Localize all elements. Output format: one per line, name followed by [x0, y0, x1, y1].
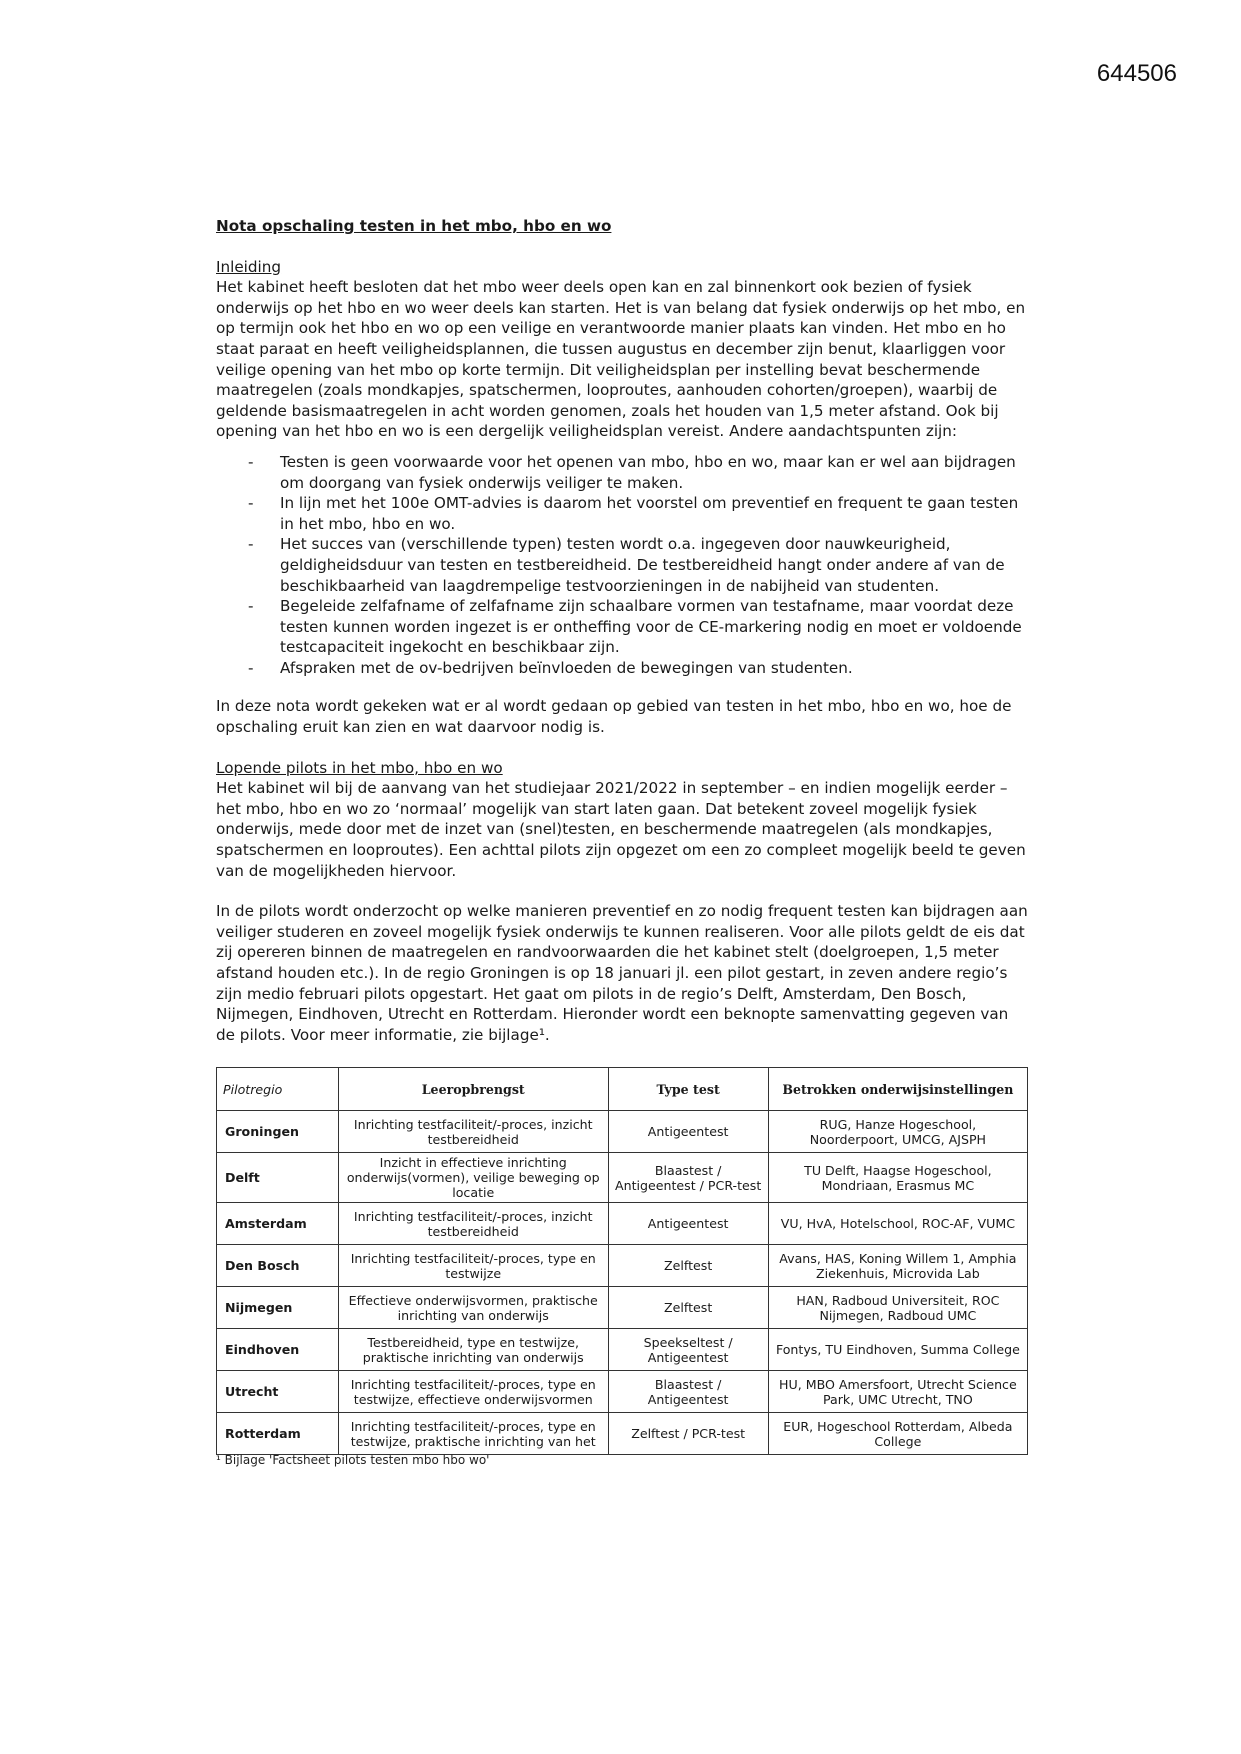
column-header: Type test [608, 1068, 768, 1111]
dash-bullet-icon: - [248, 535, 254, 554]
column-header: Leeropbrengst [338, 1068, 608, 1111]
table-cell: Speekseltest / Antigeentest [608, 1329, 768, 1371]
document-title: Nota opschaling testen in het mbo, hbo en wo [216, 217, 612, 235]
dash-bullet-icon: - [248, 494, 254, 513]
pilots-paragraph-1: Het kabinet wil bij de aanvang van het studiejaar 2021/2022 in september – en indien mogelijk eerder – het mbo, hbo en wo zo ‘normaal’ mogelijk van start laten gaan. Dat betekent zoveel mogelijk fysiek onderwijs, mede door met de inzet van (snel)testen, en beschermende maatregelen (als mondkapjes, spatschermen en looproutes). Een achttal pilots zijn opgezet om een zo compleet mogelijk beeld te geven van de mogelijkheden hiervoor. [216, 779, 1026, 880]
intro-heading: Inleiding [216, 257, 282, 276]
table-cell: Zelftest / PCR-test [608, 1413, 768, 1455]
table-cell: Zelftest [608, 1287, 768, 1329]
table-row [217, 1111, 1028, 1153]
table-cell: Antigeentest [608, 1111, 768, 1153]
pilots-heading: Lopende pilots in het mbo, hbo en wo [216, 758, 503, 777]
table-header-row [217, 1068, 1028, 1111]
pilots-paragraph-2: In de pilots wordt onderzocht op welke manieren preventief en zo nodig frequent testen kan bijdragen aan veiliger studeren en zoveel mogelijk fysiek onderwijs te kunnen realiseren. Voor alle pilots geldt de eis dat zij opereren binnen de maatregelen en randvoorwaarden die het kabinet stelt (doelgroepen, 1,5 meter afstand houden etc.). In de regio Groningen is op 18 januari jl. een pilot gestart, in zeven andere regio’s zijn medio februari pilots opgestart. Het gaat om pilots in de regio’s Delft, Amsterdam, Den Bosch, Nijmegen, Eindhoven, Utrecht en Rotterdam. Hieronder wordt een beknopte samenvatting gegeven van de pilots. Voor meer informatie, zie bijlage¹. [216, 902, 1028, 1044]
list-item: - Het succes van (verschillende typen) testen wordt o.a. ingegeven door nauwkeurigheid, geldigheidsduur van testen en testbereidheid. De testbereidheid hangt onder andere af van de beschikbaarheid van laagdrempelige testvoorzieningen in de nabijheid van studenten. [248, 535, 1005, 595]
dash-bullet-icon: - [248, 452, 254, 471]
column-header: Betrokken onderwijsinstellingen [768, 1068, 1027, 1111]
pilots-table [216, 1067, 1028, 1455]
table-cell: Fontys, TU Eindhoven, Summa College [768, 1329, 1027, 1371]
dash-bullet-icon: - [248, 597, 254, 616]
table-cell: Effectieve onderwijsvormen, praktische inrichting van onderwijs [338, 1287, 608, 1329]
summary-paragraph: In deze nota wordt gekeken wat er al wordt gedaan op gebied van testen in het mbo, hbo en wo, hoe de opschaling eruit kan zien en wat daarvoor nodig is. [216, 697, 1012, 737]
list-item: - Testen is geen voorwaarde voor het openen van mbo, hbo en wo, maar kan er wel aan bijdragen om doorgang van fysiek onderwijs veiliger te maken. [248, 452, 1016, 492]
table-cell: EUR, Hogeschool Rotterdam, Albeda College [768, 1413, 1027, 1455]
footnote: ¹ Bijlage 'Factsheet pilots testen mbo hbo wo' [216, 1453, 490, 1467]
table-cell: HU, MBO Amersfoort, Utrecht Science Park, UMC Utrecht, TNO [768, 1371, 1027, 1413]
document-body [216, 216, 1028, 1455]
table-cell: Blaastest / Antigeentest [608, 1371, 768, 1413]
table-cell: Inrichting testfaciliteit/-proces, inzicht testbereidheid [338, 1111, 608, 1153]
table-cell: Rotterdam [217, 1413, 339, 1455]
table-cell: Eindhoven [217, 1329, 339, 1371]
table-cell: Delft [217, 1153, 339, 1203]
table-row [217, 1203, 1028, 1245]
table-cell: Avans, HAS, Koning Willem 1, Amphia Ziekenhuis, Microvida Lab [768, 1245, 1027, 1287]
table-row [217, 1287, 1028, 1329]
table-cell: Nijmegen [217, 1287, 339, 1329]
table-cell: Inrichting testfaciliteit/-proces, inzicht testbereidheid [338, 1203, 608, 1245]
table-cell: Inrichting testfaciliteit/-proces, type en testwijze [338, 1245, 608, 1287]
table-cell: Inrichting testfaciliteit/-proces, type en testwijze, effectieve onderwijsvormen [338, 1371, 608, 1413]
table-cell: TU Delft, Haagse Hogeschool, Mondriaan, Erasmus MC [768, 1153, 1027, 1203]
table-cell: Testbereidheid, type en testwijze, praktische inrichting van onderwijs [338, 1329, 608, 1371]
column-header: Pilotregio [217, 1068, 339, 1111]
table-cell: Inrichting testfaciliteit/-proces, type en testwijze, praktische inrichting van het [338, 1413, 608, 1455]
table-cell: Den Bosch [217, 1245, 339, 1287]
table-row [217, 1329, 1028, 1371]
table-cell: Utrecht [217, 1371, 339, 1413]
table-row [217, 1371, 1028, 1413]
table-row [217, 1153, 1028, 1203]
attention-points-list [216, 452, 1028, 679]
list-item: - Afspraken met de ov-bedrijven beïnvloeden de bewegingen van studenten. [248, 658, 853, 677]
list-item: - Begeleide zelfafname of zelfafname zijn schaalbare vormen van testafname, maar voordat deze testen kunnen worden ingezet is er ontheffing voor de CE-markering nodig en moet er voldoende testcapaciteit ingekocht en beschikbaar zijn. [248, 597, 1022, 657]
list-item: - In lijn met het 100e OMT-advies is daarom het voorstel om preventief en frequent te gaan testen in het mbo, hbo en wo. [248, 494, 1019, 533]
table-cell: Inzicht in effectieve inrichting onderwijs(vormen), veilige beweging op locatie [338, 1153, 608, 1203]
table-row [217, 1413, 1028, 1455]
document-number: 644506 [1096, 60, 1177, 87]
table-cell: Zelftest [608, 1245, 768, 1287]
table-cell: Groningen [217, 1111, 339, 1153]
table-cell: Antigeentest [608, 1203, 768, 1245]
dash-bullet-icon: - [248, 658, 254, 677]
table-cell: RUG, Hanze Hogeschool, Noorderpoort, UMCG, AJSPH [768, 1111, 1027, 1153]
intro-paragraph: Het kabinet heeft besloten dat het mbo weer deels open kan en zal binnenkort ook bezien of fysiek onderwijs op het hbo en wo weer deels kan starten. Het is van belang dat fysiek onderwijs op het mbo, en op termijn ook het hbo en wo op een veilige en verantwoorde manier plaats kan vinden. Het mbo en ho staat paraat en heeft veiligheidsplannen, die tussen augustus en december zijn benut, klaarliggen voor veilige opening van het mbo op korte termijn. Dit veiligheidsplan per instelling bevat beschermende maatregelen (zoals mondkapjes, spatschermen, looproutes, aanhouden cohorten/groepen), waarbij de geldende basismaatregelen in acht worden genomen, zoals het houden van 1,5 meter afstand. Ook bij opening van het hbo en wo is een dergelijk veiligheidsplan vereist. Andere aandachtspunten zijn: [216, 278, 1026, 441]
table-cell: VU, HvA, Hotelschool, ROC-AF, VUMC [768, 1203, 1027, 1245]
table-cell: Blaastest / Antigeentest / PCR-test [608, 1153, 768, 1203]
table-row [217, 1245, 1028, 1287]
table-cell: Amsterdam [217, 1203, 339, 1245]
table-cell: HAN, Radboud Universiteit, ROC Nijmegen, Radboud UMC [768, 1287, 1027, 1329]
